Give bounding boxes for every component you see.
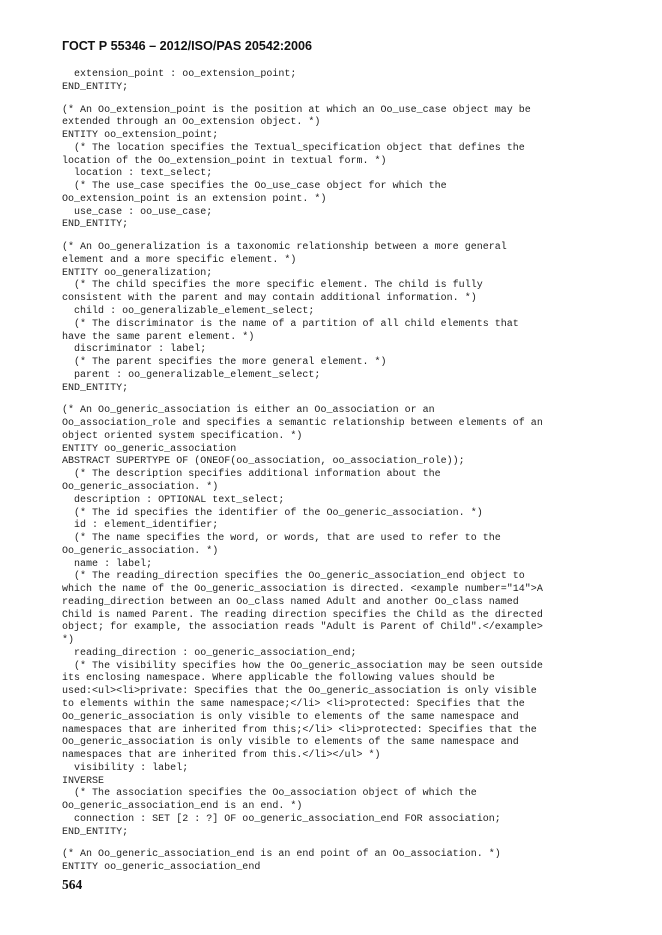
code-line: to elements within the same namespace;</li> <li>protected: Specifies that the xyxy=(62,698,525,710)
code-line: namespaces that are inherited from this;</li> <li>protected: Specifies that the xyxy=(62,724,537,736)
code-line: child : oo_generalizable_element_select; xyxy=(62,306,315,318)
code-line: Child is named Parent. The reading direction specifies the Child as the directed xyxy=(62,609,543,621)
code-line: connection : SET [2 : ?] OF oo_generic_association_end FOR association; xyxy=(62,813,501,825)
code-line: (* The parent specifies the more general element. *) xyxy=(62,357,387,369)
code-line: namespaces that are inherited from this.</li></ul> *) xyxy=(62,750,381,762)
code-line: Oo_generic_association is only visible to elements of the same namespace and xyxy=(62,711,519,723)
code-line: reading_direction between an Oo_class named Adult and another Oo_class named xyxy=(62,596,519,608)
code-line xyxy=(62,395,622,405)
code-line: Oo_generic_association_end is an end. *) xyxy=(62,801,303,813)
code-line: object oriented system specification. *) xyxy=(62,430,303,442)
code-line: reading_direction : oo_generic_association_end; xyxy=(62,647,357,659)
code-line xyxy=(62,232,622,242)
code-line: (* An Oo_extension_point is the position at which an Oo_use_case object may be xyxy=(62,104,531,116)
page-number: 564 xyxy=(62,877,83,892)
code-line: END_ENTITY; xyxy=(62,826,129,838)
code-listing xyxy=(62,69,622,875)
code-line: description : OPTIONAL text_select; xyxy=(62,494,285,506)
code-line: Oo_extension_point is an extension point. *) xyxy=(62,193,327,205)
code-line: Oo_association_role and specifies a semantic relationship between elements of an xyxy=(62,418,543,430)
code-line: ENTITY oo_generic_association xyxy=(62,443,237,455)
code-line: ENTITY oo_generalization; xyxy=(62,267,213,279)
page-header-title: ГОСТ Р 55346 – 2012/ISO/PAS 20542:2006 xyxy=(62,39,313,53)
code-line: used:<ul><li>private: Specifies that the Oo_generic_association is only visible xyxy=(62,686,537,698)
code-line: (* The discriminator is the name of a partition of all child elements that xyxy=(62,318,519,330)
code-line: (* The visibility specifies how the Oo_generic_association may be seen outside xyxy=(62,660,543,672)
code-line: consistent with the parent and may contain additional information. *) xyxy=(62,293,477,305)
code-line: (* The description specifies additional information about the xyxy=(62,469,441,481)
code-line: (* An Oo_generic_association is either an Oo_association or an xyxy=(62,405,435,417)
code-line: location of the Oo_extension_point in textual form. *) xyxy=(62,155,387,167)
code-line: its enclosing namespace. Where applicable the following values should be xyxy=(62,673,495,685)
code-line: which the name of the Oo_generic_association is directed. <example number="14">A xyxy=(62,584,543,596)
code-line: Oo_generic_association. *) xyxy=(62,545,219,557)
code-line: id : element_identifier; xyxy=(62,520,219,532)
code-line: (* An Oo_generic_association_end is an end point of an Oo_association. *) xyxy=(62,849,501,861)
code-line: location : text_select; xyxy=(62,168,213,180)
code-line: Oo_generic_association. *) xyxy=(62,481,219,493)
code-line: END_ENTITY; xyxy=(62,219,129,231)
code-line: (* The id specifies the identifier of the Oo_generic_association. *) xyxy=(62,507,483,519)
code-line: ENTITY oo_generic_association_end xyxy=(62,862,261,874)
code-line: name : label; xyxy=(62,558,153,570)
code-line: use_case : oo_use_case; xyxy=(62,206,213,218)
code-line: extended through an Oo_extension object. *) xyxy=(62,117,321,129)
code-line: *) xyxy=(62,635,75,647)
code-line: (* The association specifies the Oo_association object of which the xyxy=(62,788,477,800)
code-line: (* The reading_direction specifies the Oo_generic_association_end object to xyxy=(62,571,525,583)
code-line: visibility : label; xyxy=(62,762,189,774)
code-line: have the same parent element. *) xyxy=(62,331,255,343)
code-line: ENTITY oo_extension_point; xyxy=(62,130,219,142)
code-line: END_ENTITY; xyxy=(62,81,129,93)
code-line: Oo_generic_association is only visible to elements of the same namespace and xyxy=(62,737,519,749)
code-line: END_ENTITY; xyxy=(62,382,129,394)
code-line: (* The location specifies the Textual_specification object that defines the xyxy=(62,142,525,154)
code-line: parent : oo_generalizable_element_select; xyxy=(62,369,321,381)
code-line: (* The use_case specifies the Oo_use_case object for which the xyxy=(62,181,447,193)
code-line: object; for example, the association reads "Adult is Parent of Child".</example> xyxy=(62,622,543,634)
code-line: (* The name specifies the word, or words, that are used to refer to the xyxy=(62,533,501,545)
code-line: INVERSE xyxy=(62,775,105,787)
code-line: element and a more specific element. *) xyxy=(62,254,297,266)
code-line: discriminator : label; xyxy=(62,344,207,356)
code-line: (* The child specifies the more specific element. The child is fully xyxy=(62,280,483,292)
code-line xyxy=(62,839,622,849)
code-line: extension_point : oo_extension_point; xyxy=(62,69,297,80)
code-line: (* An Oo_generalization is a taxonomic relationship between a more general xyxy=(62,242,507,254)
code-line: ABSTRACT SUPERTYPE OF (ONEOF(oo_association, oo_association_role)); xyxy=(62,456,465,468)
code-line xyxy=(62,95,622,105)
